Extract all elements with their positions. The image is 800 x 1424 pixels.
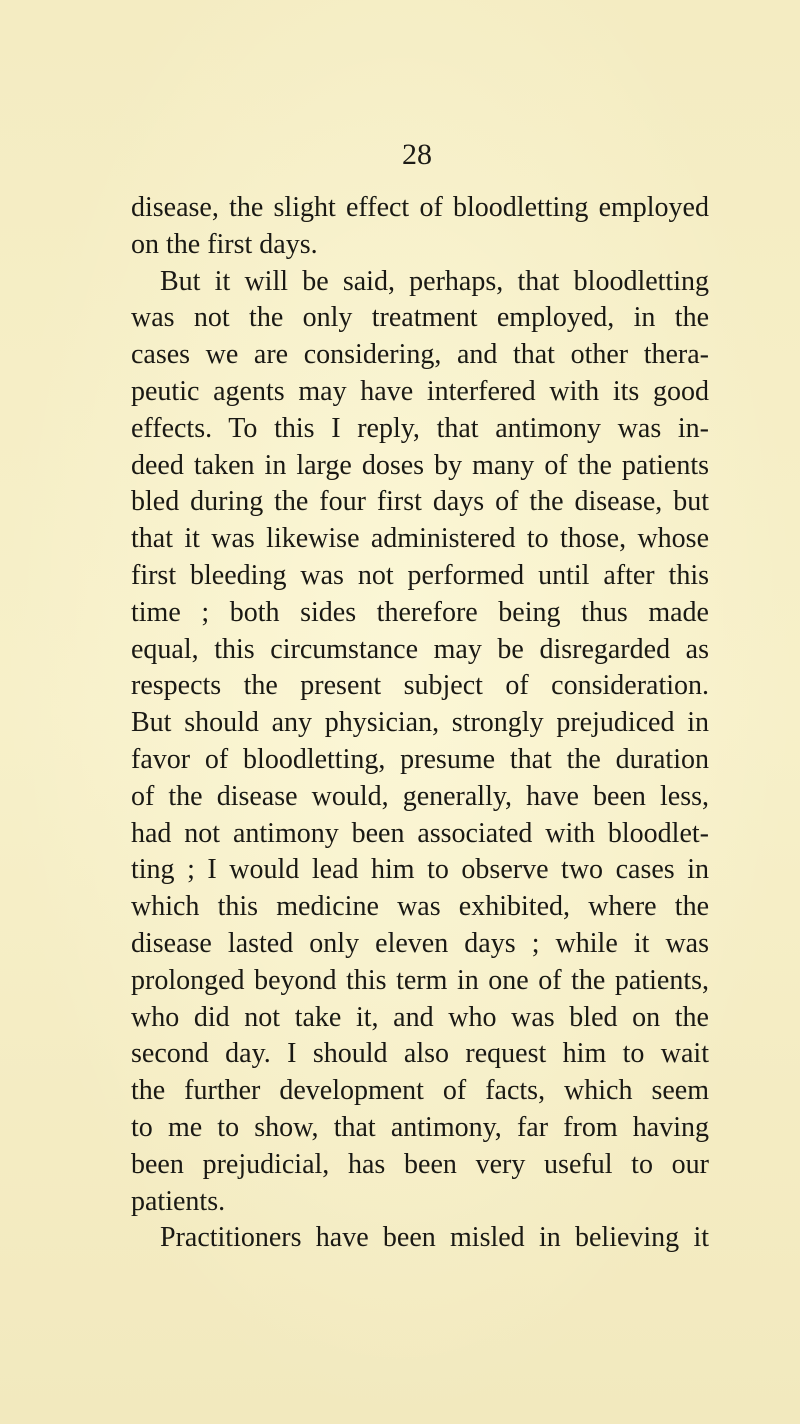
text-line: was not the only treatment employed, in the	[131, 302, 709, 334]
text-line: second day. I should also request him to wait	[131, 1038, 709, 1070]
text-line: had not antimony been associated with bloodlet-	[131, 817, 709, 849]
text-line: the further development of facts, which seem	[131, 1075, 709, 1107]
text-line: time ; both sides therefore being thus made	[131, 596, 709, 628]
text-line: prolonged beyond this term in one of the patients,	[131, 964, 709, 996]
text-line: which this medicine was exhibited, where the	[131, 891, 709, 923]
text-line: been prejudicial, has been very useful to our	[131, 1148, 709, 1180]
text-line: first bleeding was not performed until after this	[131, 559, 709, 591]
text-line: patients.	[131, 1185, 226, 1217]
text-line: Practitioners have been misled in believing it	[160, 1222, 709, 1254]
text-line: respects the present subject of consideration.	[131, 670, 709, 702]
text-line: that it was likewise administered to those, whose	[131, 523, 709, 555]
text-line: peutic agents may have interfered with its good	[131, 375, 709, 407]
text-line: who did not take it, and who was bled on the	[131, 1001, 709, 1033]
text-line: disease, the slight effect of bloodletting employed	[131, 192, 709, 223]
text-line: disease lasted only eleven days ; while it was	[131, 927, 709, 959]
text-line: of the disease would, generally, have been less,	[131, 780, 709, 812]
text-line: But it will be said, perhaps, that bloodletting	[160, 265, 709, 297]
text-line: effects. To this I reply, that antimony was in-	[131, 412, 709, 444]
text-line: deed taken in large doses by many of the patients	[131, 449, 709, 481]
text-line: favor of bloodletting, presume that the duration	[131, 743, 709, 775]
page-number: 28	[402, 138, 432, 171]
body-text	[131, 190, 709, 1257]
text-line: cases we are considering, and that other thera-	[131, 339, 709, 371]
text-line: to me to show, that antimony, far from having	[131, 1111, 709, 1143]
text-line: ting ; I would lead him to observe two cases in	[131, 854, 709, 886]
text-line: bled during the four first days of the disease, but	[131, 486, 709, 518]
text-line: on the first days.	[131, 228, 318, 260]
text-line: equal, this circumstance may be disregarded as	[131, 633, 709, 665]
text-line: But should any physician, strongly prejudiced in	[131, 707, 709, 739]
